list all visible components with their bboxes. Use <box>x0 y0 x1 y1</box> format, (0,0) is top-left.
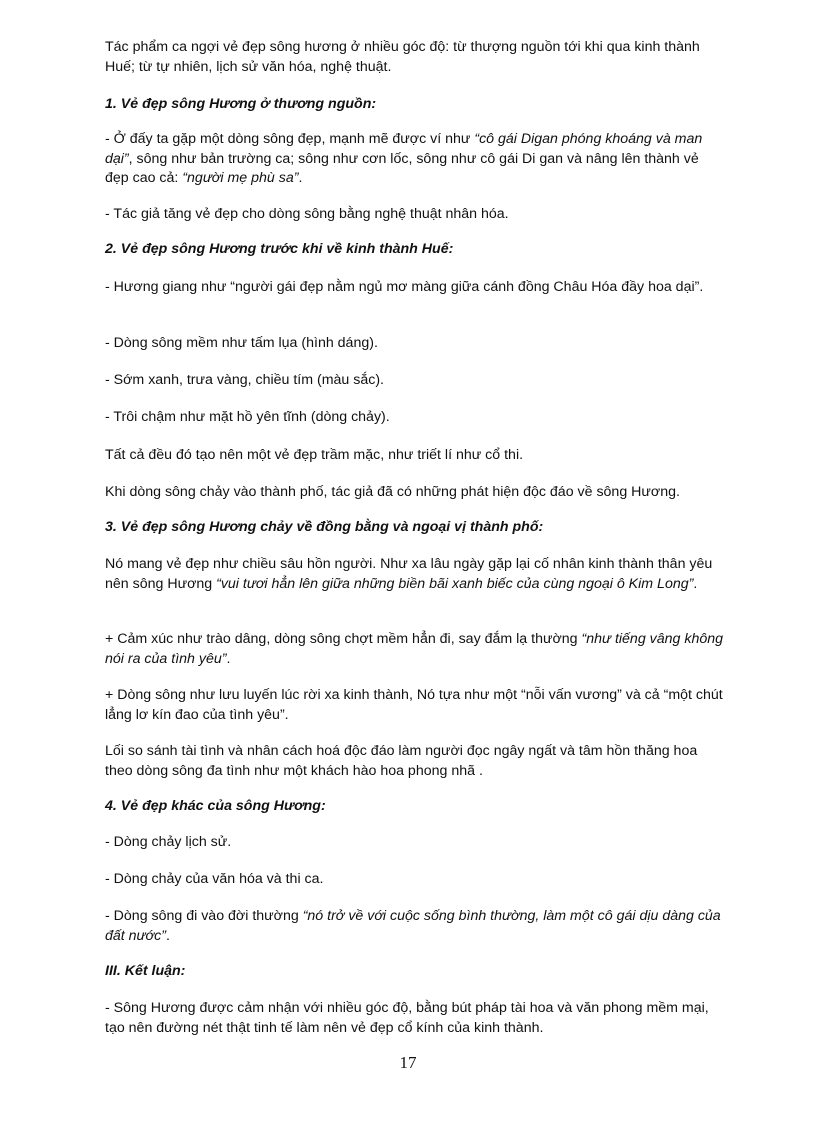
section-4-heading: 4. Vẻ đẹp khác của sông Hương: <box>105 798 326 814</box>
section-1-paragraph-1 <box>105 130 725 189</box>
quote-run: “cô gái Digan phóng khoáng và man dại” <box>105 131 703 167</box>
page-number: 17 <box>399 1053 417 1072</box>
quote-run: “người mẹ phù sa” <box>182 170 299 186</box>
section-2-heading: 2. Vẻ đẹp sông Hương trước khi về kinh thành Huế: <box>105 241 454 257</box>
text-run: , sông như bản trường ca; sông như cơn lốc, sông như cô gái Di gan và nâng lên thành vẻ đẹp cao cả: <box>105 150 699 186</box>
text-run: . <box>226 650 231 667</box>
section-3-paragraph-3: + Dòng sông như lưu luyến lúc rời xa kinh thành, Nó tựa như một “nỗi vấn vương” và cả “một chút lẳng lơ kín đao của tình yêu”. <box>105 687 723 723</box>
section-4-paragraph-2: - Dòng chảy của văn hóa và thi ca. <box>105 871 324 887</box>
intro-paragraph: Tác phẩm ca ngợi vẻ đẹp sông hương ở nhiều góc độ: từ thượng nguồn tới khi qua kinh thành Huế; từ tự nhiên, lịch sử văn hóa, nghệ thuật. <box>105 39 700 75</box>
section-3-paragraph-1 <box>105 555 725 594</box>
section-3-heading: 3. Vẻ đẹp sông Hương chảy về đồng bằng và ngoại vị thành phố: <box>105 519 544 535</box>
section-4-paragraph-1: - Dòng chảy lịch sử. <box>105 834 232 850</box>
section-2-paragraph-1: - Hương giang như “người gái đẹp nằm ngủ mơ màng giữa cánh đồng Châu Hóa đầy hoa dại”. <box>105 279 704 295</box>
section-3-paragraph-4: Lối so sánh tài tình và nhân cách hoá độc đáo làm người đọc ngây ngất và tâm hồn thăng hoa theo dòng sông đa tình như một khách hào hoa phong nhã . <box>105 743 698 779</box>
conclusion-paragraph: - Sông Hương được cảm nhận với nhiều góc độ, bằng bút pháp tài hoa và văn phong mềm mại, tạo nên đường nét thật tinh tế làm nên vẻ đẹp cổ kính của kinh thành. <box>105 1000 709 1036</box>
quote-run: “vui tươi hẳn lên giữa những biền bãi xanh biếc của cùng ngoại ô Kim Long” <box>216 575 694 592</box>
section-4-paragraph-3 <box>105 907 725 946</box>
section-1-heading: 1. Vẻ đẹp sông Hương ở thương nguồn: <box>105 96 377 112</box>
section-2-paragraph-4: - Trôi chậm như mặt hồ yên tĩnh (dòng chảy). <box>105 409 390 425</box>
section-1-paragraph-2: - Tác giả tăng vẻ đẹp cho dòng sông bằng nghệ thuật nhân hóa. <box>105 206 509 222</box>
text-run: . <box>693 575 698 592</box>
text-run: Nó mang vẻ đẹp như chiều sâu hồn người. Như xa lâu ngày gặp lại cố nhân kinh thành thân yêu nên sông Hương <box>105 556 713 592</box>
section-2-paragraph-2: - Dòng sông mềm như tấm lụa (hình dáng). <box>105 335 378 351</box>
section-2-paragraph-6: Khi dòng sông chảy vào thành phố, tác giả đã có những phát hiện độc đáo về sông Hương. <box>105 484 680 500</box>
text-run: . <box>165 927 170 944</box>
section-2-paragraph-3: - Sớm xanh, trưa vàng, chiều tím (màu sắc). <box>105 372 384 388</box>
conclusion-heading: III. Kết luận: <box>105 963 186 979</box>
section-2-paragraph-5: Tất cả đều đó tạo nên một vẻ đẹp trầm mặc, như triết lí như cổ thi. <box>105 447 524 463</box>
quote-run: “nó trở về với cuộc sống bình thường, làm một cô gái dịu dàng của đất nước” <box>105 908 721 944</box>
text-run: - Ở đấy ta gặp một dòng sông đẹp, mạnh mẽ được ví như <box>105 131 475 147</box>
quote-run: “như tiếng vâng không nói ra của tình yêu” <box>105 631 724 667</box>
section-3-paragraph-2 <box>105 630 725 669</box>
text-run: + Cảm xúc như trào dâng, dòng sông chợt mềm hẳn đi, say đắm lạ thường <box>105 631 582 647</box>
text-run: - Dòng sông đi vào đời thường <box>105 908 303 924</box>
text-run: . <box>298 170 303 186</box>
